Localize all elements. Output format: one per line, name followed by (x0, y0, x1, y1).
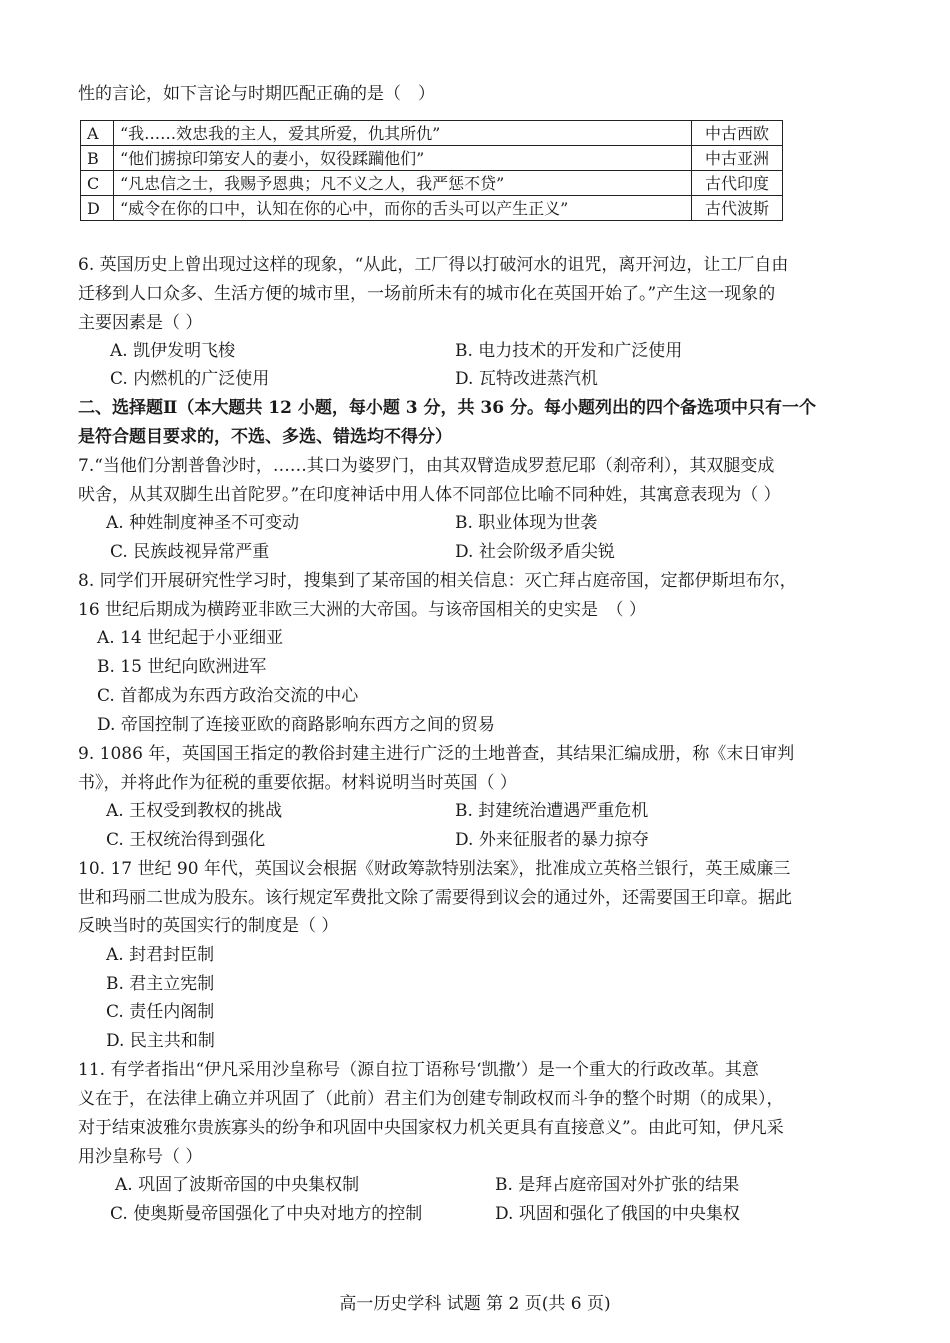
question11-option-c: C. 使奥斯曼帝国强化了中央对地方的控制 (110, 1204, 423, 1224)
question8-option-c: C. 首都成为东西方政治交流的中心 (97, 686, 359, 706)
question6-option-d: D. 瓦特改进蒸汽机 (455, 369, 598, 389)
question7-option-d: D. 社会阶级矛盾尖锐 (455, 542, 615, 562)
question6-option-c: C. 内燃机的广泛使用 (110, 369, 270, 389)
question9-line: 书》，并将此作为征税的重要依据。材料说明当时英国（ ） (78, 773, 517, 793)
question10-option-a: A. 封君封臣制 (106, 945, 215, 965)
matching-table (80, 120, 783, 221)
question6-line: 迁移到人口众多、生活方便的城市里，一场前所未有的城市化在英国开始了。”产生这一现象的 (78, 284, 776, 304)
page-footer: 高一历史学科 试题 第 2 页(共 6 页) (339, 1294, 611, 1314)
row-quote: “我……效忠我的主人，爱其所爱，仇其所仇” (114, 121, 692, 146)
question8-line: 8. 同学们开展研究性学习时，搜集到了某帝国的相关信息：灭亡拜占庭帝国，定都伊斯坦布尔， (78, 571, 797, 591)
question8-line: 16 世纪后期成为横跨亚非欧三大洲的大帝国。与该帝国相关的史实是 （ ） (78, 600, 646, 620)
question10-line: 反映当时的英国实行的制度是（ ） (78, 916, 339, 936)
question6-line: 6. 英国历史上曾出现过这样的现象，“从此，工厂得以打破河水的诅咒，离开河边，让工厂自由 (78, 255, 789, 275)
question6-line: 主要因素是（ ） (78, 313, 203, 333)
question6-option-b: B. 电力技术的开发和广泛使用 (455, 341, 683, 361)
table-row (81, 196, 783, 221)
question8-option-d: D. 帝国控制了连接亚欧的商路影响东西方之间的贸易 (97, 715, 495, 735)
row-era: 中古西欧 (692, 121, 783, 146)
row-quote: “他们掳掠印第安人的妻小，奴役蹂躏他们” (114, 146, 692, 171)
question10-option-c: C. 责任内阁制 (106, 1002, 215, 1022)
question9-option-c: C. 王权统治得到强化 (106, 830, 266, 850)
question6-option-a: A. 凯伊发明飞梭 (110, 341, 236, 361)
row-label: D (81, 196, 114, 221)
question10-line: 世和玛丽二世成为股东。该行规定军费批文除了需要得到议会的通过外，还需要国王印章。据此 (78, 888, 792, 908)
row-label: B (81, 146, 114, 171)
row-quote: “凡忠信之士，我赐予恩典；凡不义之人，我严惩不贷” (114, 171, 692, 196)
question10-option-b: B. 君主立宪制 (106, 974, 215, 994)
section2-heading: 是符合题目要求的，不选、多选、错选均不得分） (78, 427, 452, 447)
question5-intro: 性的言论，如下言论与时期匹配正确的是（ ） (78, 84, 435, 104)
row-era: 中古亚洲 (692, 146, 783, 171)
question9-option-b: B. 封建统治遭遇严重危机 (455, 801, 649, 821)
question11-option-b: B. 是拜占庭帝国对外扩张的结果 (495, 1175, 740, 1195)
row-label: A (81, 121, 114, 146)
row-label: C (81, 171, 114, 196)
question7-option-a: A. 种姓制度神圣不可变动 (106, 513, 300, 533)
row-era: 古代印度 (692, 171, 783, 196)
question7-option-c: C. 民族歧视异常严重 (110, 542, 270, 562)
question7-line: 7.“当他们分割普鲁沙时，……其口为婆罗门，由其双臂造成罗惹尼耶（刹帝利），其双腿变成 (78, 456, 775, 476)
table-row (81, 146, 783, 171)
question10-line: 10. 17 世纪 90 年代，英国议会根据《财政筹款特别法案》，批准成立英格兰银行，英王威廉三 (78, 859, 791, 879)
question8-option-b: B. 15 世纪向欧洲进军 (97, 657, 267, 677)
question11-option-d: D. 巩固和强化了俄国的中央集权 (495, 1204, 740, 1224)
question11-line: 11. 有学者指出“伊凡采用沙皇称号（源自拉丁语称号‘凯撒’）是一个重大的行政改革。其意 (78, 1060, 759, 1080)
row-era: 古代波斯 (692, 196, 783, 221)
question9-option-d: D. 外来征服者的暴力掠夺 (455, 830, 649, 850)
section2-heading: 二、选择题Ⅱ（本大题共 12 小题，每小题 3 分，共 36 分。每小题列出的四个备选项中只有一个 (78, 398, 816, 418)
question10-option-d: D. 民主共和制 (106, 1031, 215, 1051)
question9-option-a: A. 王权受到教权的挑战 (106, 801, 283, 821)
question9-line: 9. 1086 年，英国国王指定的教俗封建主进行广泛的土地普查，其结果汇编成册，称《末日审判 (78, 744, 795, 764)
table-row (81, 121, 783, 146)
question11-option-a: A. 巩固了波斯帝国的中央集权制 (115, 1175, 360, 1195)
table-row (81, 171, 783, 196)
row-quote: “威令在你的口中，认知在你的心中，而你的舌头可以产生正义” (114, 196, 692, 221)
question8-option-a: A. 14 世纪起于小亚细亚 (97, 628, 284, 648)
question7-line: 吠舍，从其双脚生出首陀罗。”在印度神话中用人体不同部位比喻不同种姓，其寓意表现为（ ） (78, 485, 781, 505)
question11-line: 用沙皇称号（ ） (78, 1147, 203, 1167)
question7-option-b: B. 职业体现为世袭 (455, 513, 598, 533)
question11-line: 对于结束波雅尔贵族寡头的纷争和巩固中央国家权力机关更具有直接意义”。由此可知，伊凡采 (78, 1118, 784, 1138)
question11-line: 义在于，在法律上确立并巩固了（此前）君主们为创建专制政权而斗争的整个时期（的成果）， (78, 1089, 784, 1109)
